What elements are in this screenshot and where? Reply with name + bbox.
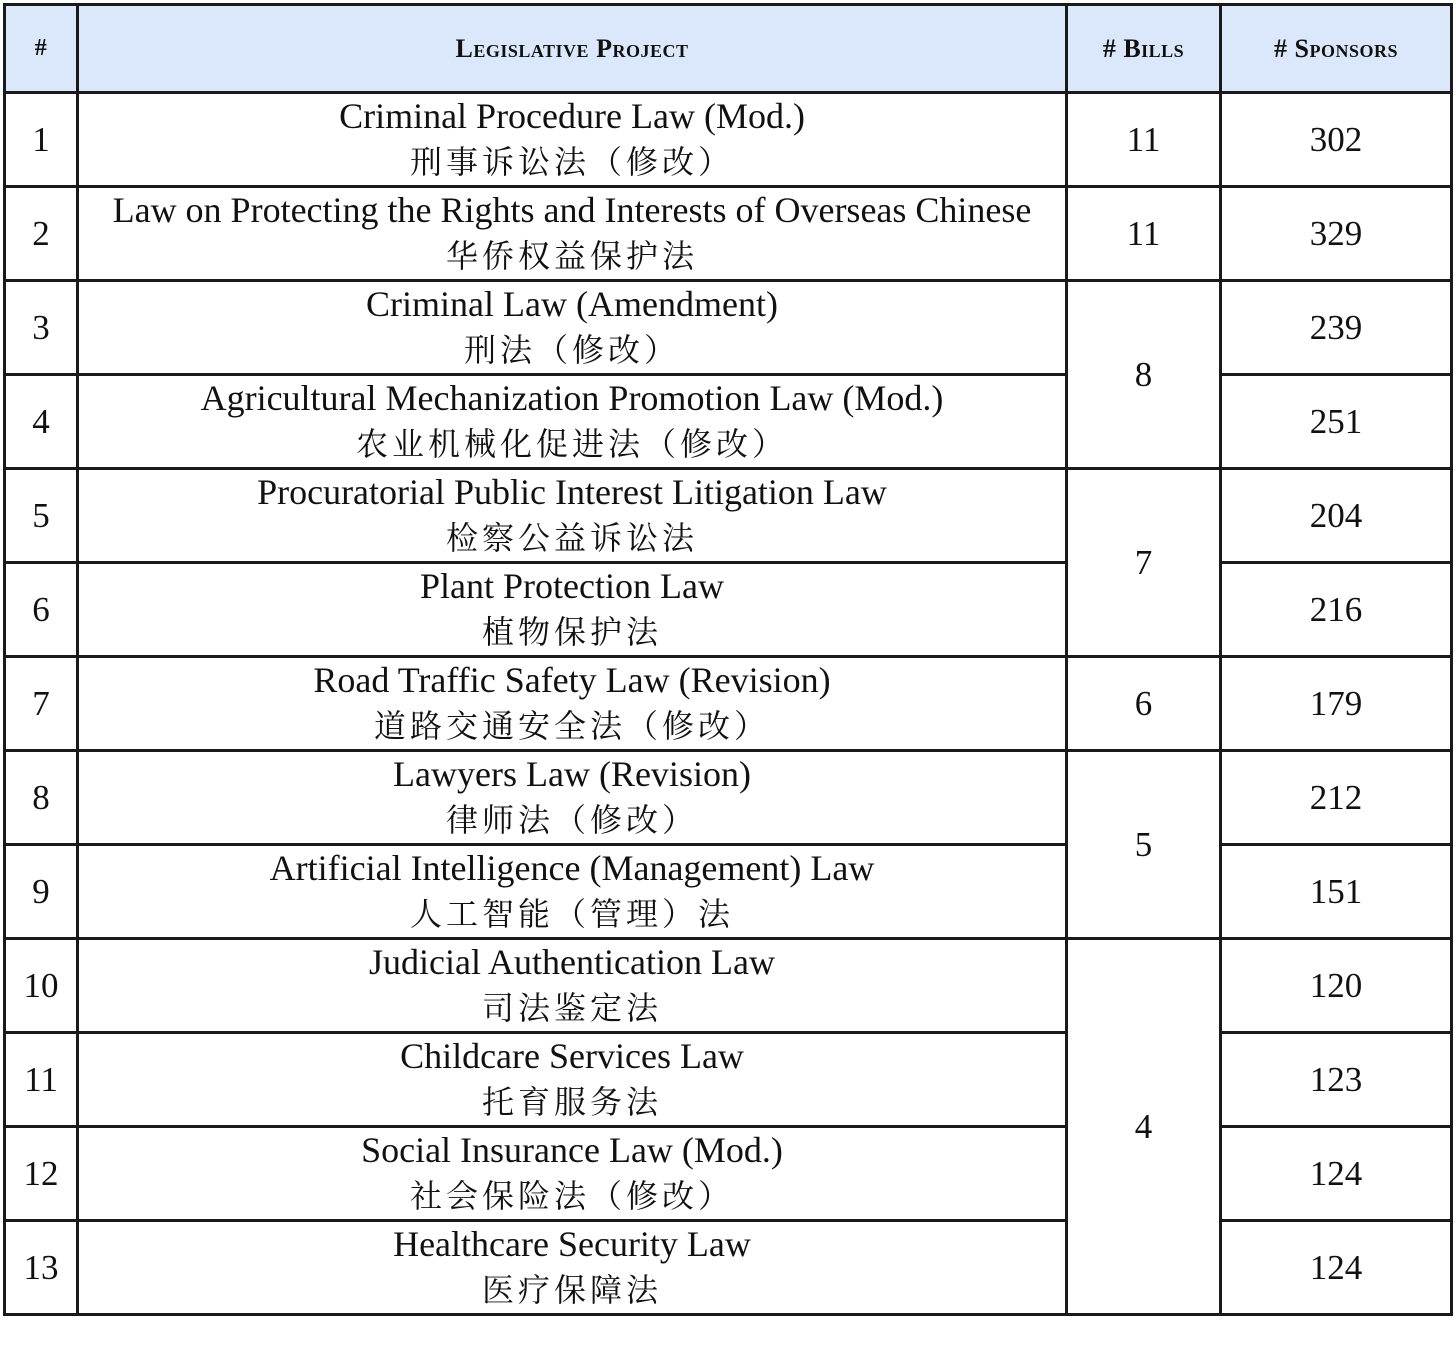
project-name-english: Social Insurance Law (Mod.) — [361, 1130, 783, 1170]
sponsors-count: 124 — [1221, 1221, 1452, 1315]
project-cell — [78, 375, 1067, 469]
table-row — [5, 657, 1452, 751]
sponsors-count: 123 — [1221, 1033, 1452, 1127]
project-cell — [78, 563, 1067, 657]
project-name-chinese: 检察公益诉讼法 — [445, 519, 698, 557]
project-name-chinese: 人工智能（管理）法 — [409, 895, 734, 933]
project-cell — [78, 845, 1067, 939]
project-name-english: Procuratorial Public Interest Litigation Law — [257, 472, 887, 512]
project-name-english: Law on Protecting the Rights and Interests of Overseas Chinese — [112, 190, 1032, 230]
project-name-chinese: 刑事诉讼法（修改） — [409, 143, 734, 181]
row-number: 4 — [5, 375, 78, 469]
project-cell — [78, 1033, 1067, 1127]
row-number: 2 — [5, 187, 78, 281]
project-cell — [78, 657, 1067, 751]
bills-count: 11 — [1067, 93, 1221, 187]
table-row — [5, 845, 1452, 939]
legislative-projects-table — [3, 3, 1453, 1316]
table-row — [5, 375, 1452, 469]
project-name-chinese: 律师法（修改） — [445, 801, 698, 839]
project-name-chinese: 植物保护法 — [481, 613, 662, 651]
table-body — [5, 93, 1452, 1315]
bills-count: 7 — [1067, 469, 1221, 657]
bills-count: 8 — [1067, 281, 1221, 469]
project-name-english: Judicial Authentication Law — [369, 942, 775, 982]
sponsors-count: 120 — [1221, 939, 1452, 1033]
bills-count: 4 — [1067, 939, 1221, 1315]
sponsors-count: 302 — [1221, 93, 1452, 187]
project-name-english: Road Traffic Safety Law (Revision) — [313, 660, 831, 700]
project-name-chinese: 农业机械化促进法（修改） — [355, 425, 788, 463]
table-header-row — [5, 5, 1452, 93]
row-number: 9 — [5, 845, 78, 939]
project-cell — [78, 1127, 1067, 1221]
project-name-chinese: 道路交通安全法（修改） — [373, 707, 770, 745]
table-row — [5, 1221, 1452, 1315]
header-legislative-project: Legislative Project — [78, 5, 1067, 93]
sponsors-count: 216 — [1221, 563, 1452, 657]
project-cell — [78, 939, 1067, 1033]
project-cell — [78, 751, 1067, 845]
project-name-english: Artificial Intelligence (Management) Law — [269, 848, 875, 888]
sponsors-count: 179 — [1221, 657, 1452, 751]
bills-count: 11 — [1067, 187, 1221, 281]
row-number: 8 — [5, 751, 78, 845]
project-cell — [78, 93, 1067, 187]
row-number: 13 — [5, 1221, 78, 1315]
bills-count: 6 — [1067, 657, 1221, 751]
table-row — [5, 939, 1452, 1033]
project-name-english: Criminal Procedure Law (Mod.) — [339, 96, 805, 136]
header-number: # — [5, 5, 78, 93]
row-number: 5 — [5, 469, 78, 563]
table-row — [5, 1127, 1452, 1221]
project-name-english: Childcare Services Law — [400, 1036, 744, 1076]
sponsors-count: 329 — [1221, 187, 1452, 281]
project-cell — [78, 469, 1067, 563]
project-name-chinese: 托育服务法 — [481, 1083, 662, 1121]
project-cell — [78, 1221, 1067, 1315]
sponsors-count: 239 — [1221, 281, 1452, 375]
project-name-chinese: 刑法（修改） — [463, 331, 680, 369]
sponsors-count: 151 — [1221, 845, 1452, 939]
project-name-english: Healthcare Security Law — [393, 1224, 751, 1264]
project-name-english: Agricultural Mechanization Promotion Law (Mod.) — [200, 378, 944, 418]
project-name-english: Plant Protection Law — [420, 566, 724, 606]
sponsors-count: 251 — [1221, 375, 1452, 469]
header-sponsors: # Sponsors — [1221, 5, 1452, 93]
row-number: 3 — [5, 281, 78, 375]
project-name-chinese: 华侨权益保护法 — [445, 237, 698, 275]
project-name-english: Lawyers Law (Revision) — [393, 754, 751, 794]
row-number: 6 — [5, 563, 78, 657]
project-name-chinese: 社会保险法（修改） — [409, 1177, 734, 1215]
sponsors-count: 124 — [1221, 1127, 1452, 1221]
table-row — [5, 563, 1452, 657]
table-row — [5, 281, 1452, 375]
row-number: 7 — [5, 657, 78, 751]
sponsors-count: 212 — [1221, 751, 1452, 845]
sponsors-count: 204 — [1221, 469, 1452, 563]
row-number: 11 — [5, 1033, 78, 1127]
table-row — [5, 469, 1452, 563]
row-number: 1 — [5, 93, 78, 187]
table-row — [5, 1033, 1452, 1127]
table-row — [5, 93, 1452, 187]
project-name-chinese: 司法鉴定法 — [481, 989, 662, 1027]
bills-count: 5 — [1067, 751, 1221, 939]
project-cell — [78, 187, 1067, 281]
project-name-english: Criminal Law (Amendment) — [366, 284, 778, 324]
header-bills: # Bills — [1067, 5, 1221, 93]
table-row — [5, 187, 1452, 281]
row-number: 10 — [5, 939, 78, 1033]
project-cell — [78, 281, 1067, 375]
project-name-chinese: 医疗保障法 — [481, 1271, 662, 1309]
table-row — [5, 751, 1452, 845]
row-number: 12 — [5, 1127, 78, 1221]
